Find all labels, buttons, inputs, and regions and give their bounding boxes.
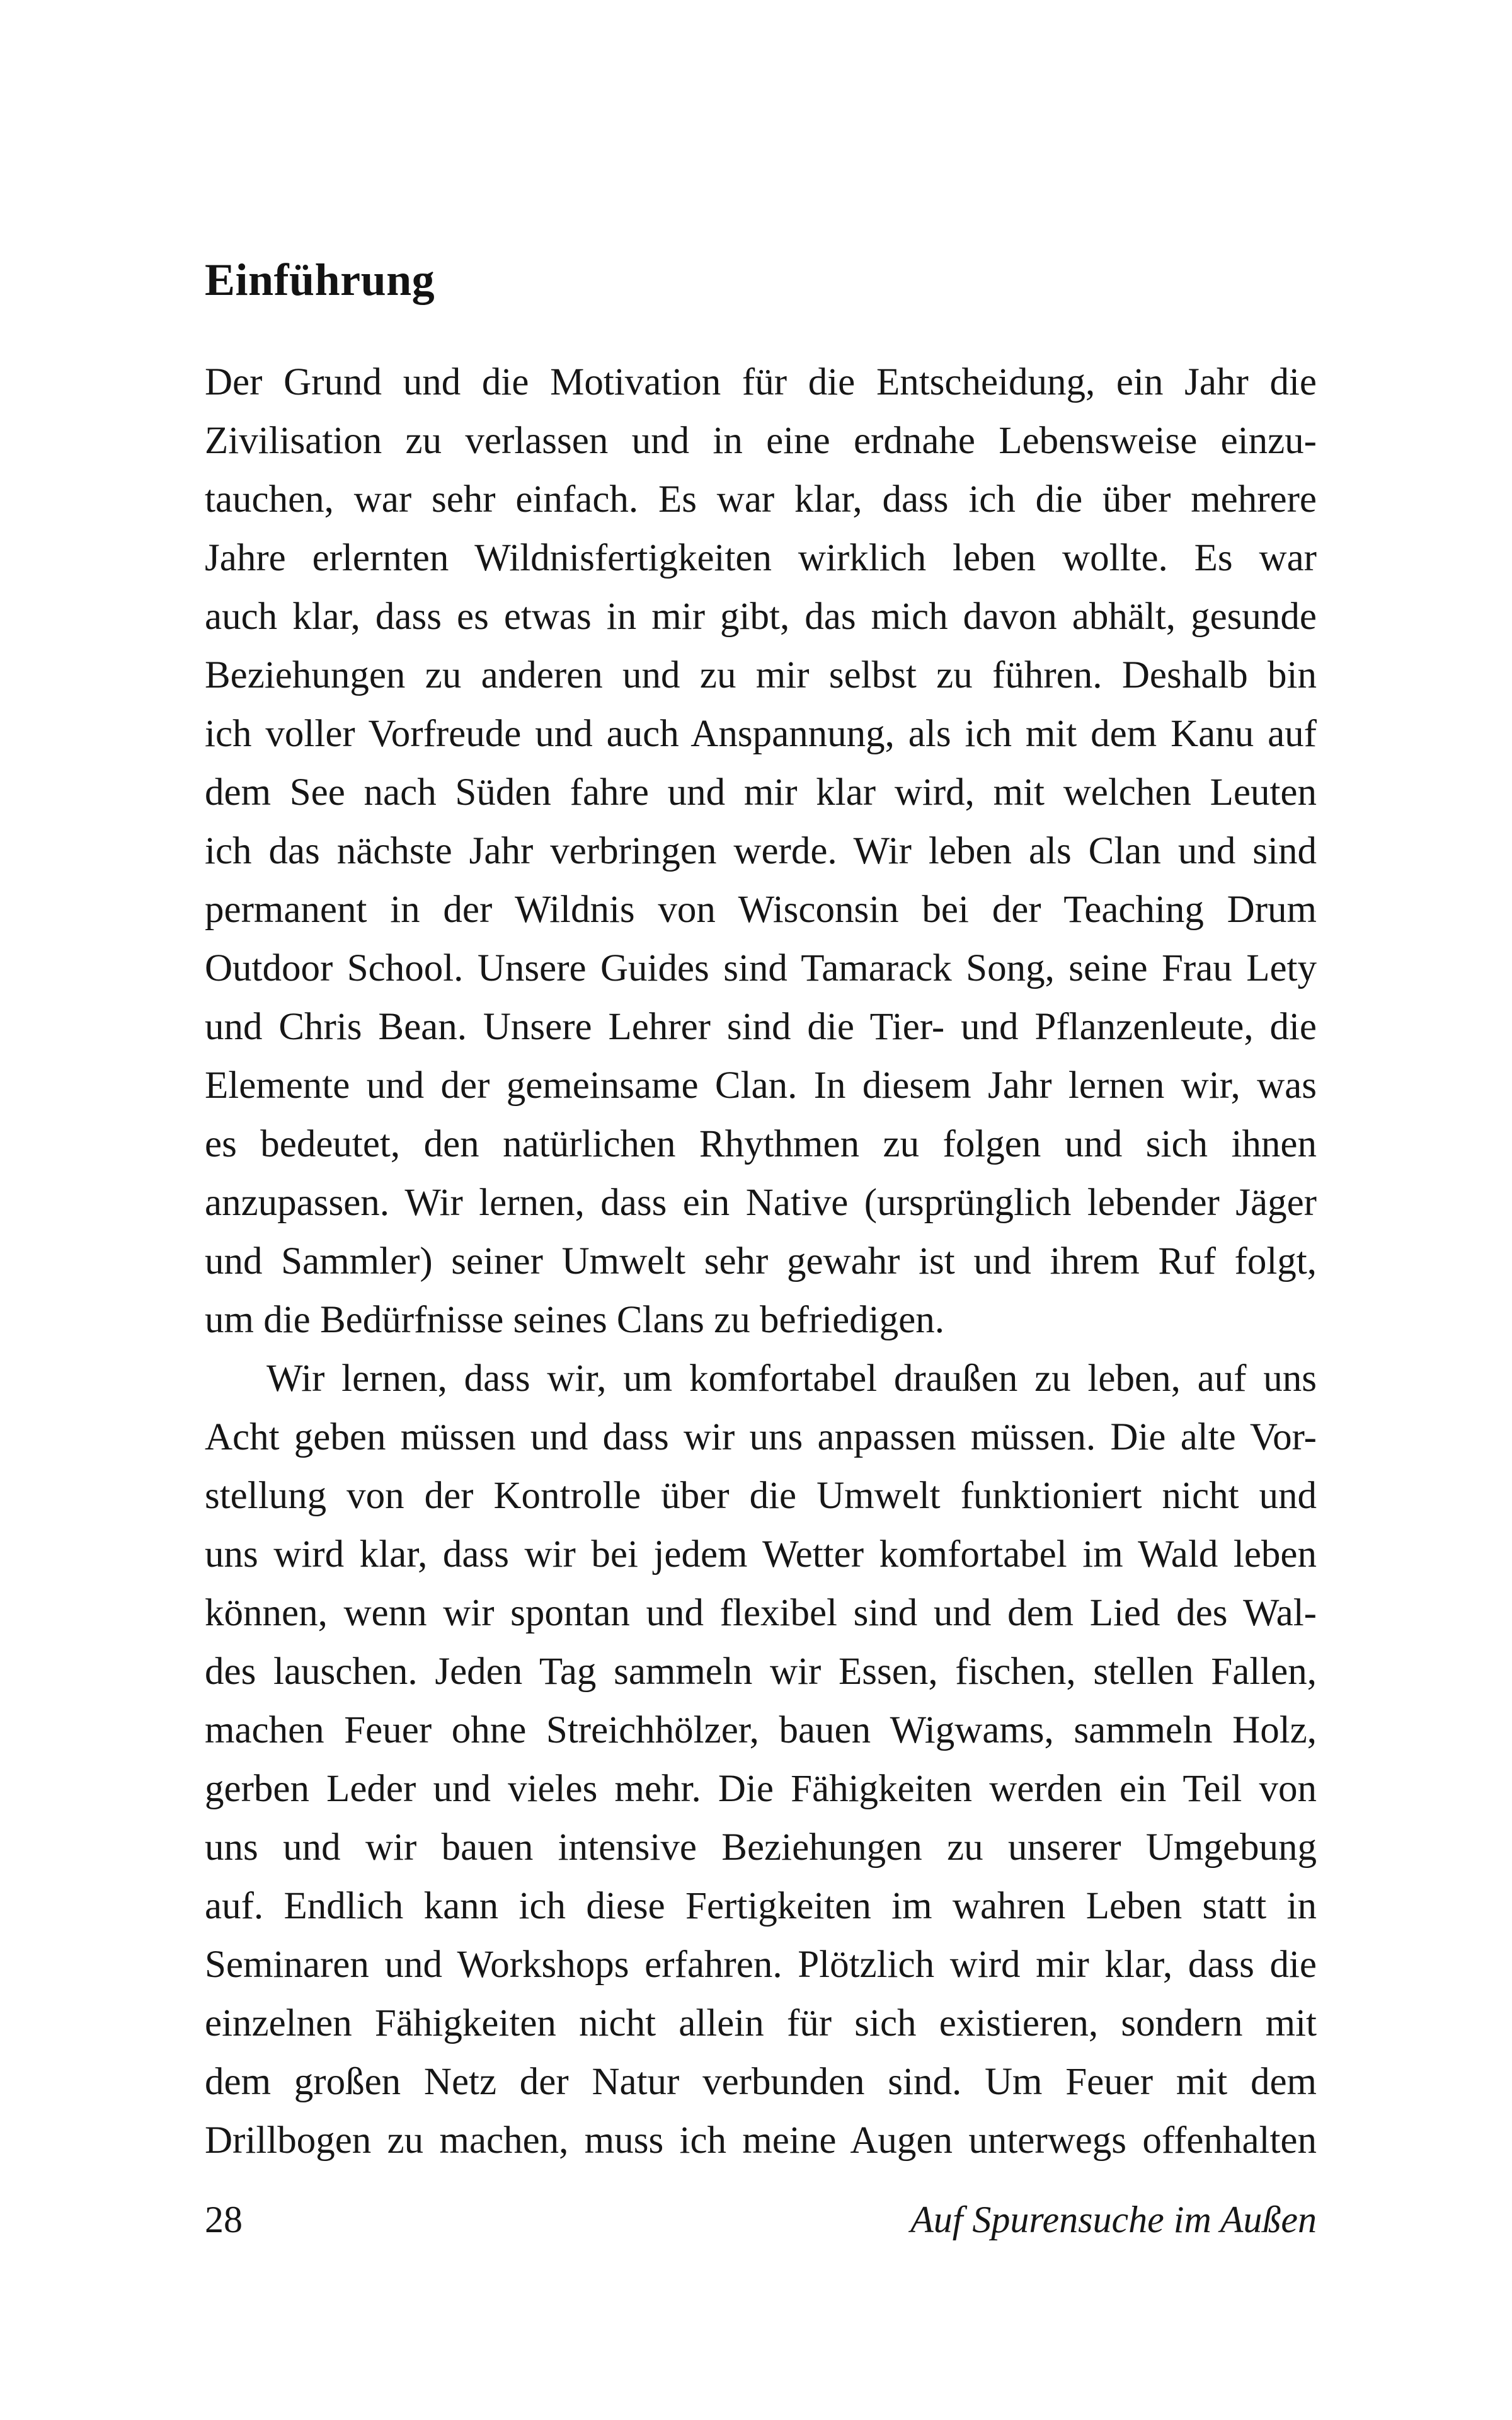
text-line: Beziehungen zu anderen und zu mir selbst zu führen. Deshalb bin: [205, 654, 1317, 696]
text-line: uns und wir bauen intensive Beziehungen zu unserer Umgebung: [205, 1826, 1317, 1869]
text-line: tauchen, war sehr einfach. Es war klar, dass ich die über mehrere: [205, 478, 1317, 521]
text-line: machen Feuer ohne Streichhölzer, bauen Wigwams, sammeln Holz,: [205, 1709, 1317, 1751]
text-line: es bedeutet, den natürlichen Rhythmen zu folgen und sich ihnen: [205, 1123, 1317, 1165]
text-line: Jahre erlernten Wildnisfertigkeiten wirklich leben wollte. Es war: [205, 537, 1317, 579]
body-text: [205, 353, 1317, 2170]
page-footer: [205, 2201, 1317, 2238]
text-line: Seminaren und Workshops erfahren. Plötzlich wird mir klar, dass die: [205, 1944, 1317, 1986]
text-line: Der Grund und die Motivation für die Entscheidung, ein Jahr die: [205, 361, 1317, 403]
text-line: auch klar, dass es etwas in mir gibt, das mich davon abhält, gesunde: [205, 596, 1317, 638]
text-line: um die Bedürfnisse seines Clans zu befriedigen.: [205, 1299, 944, 1341]
text-line: gerben Leder und vieles mehr. Die Fähigkeiten werden ein Teil von: [205, 1768, 1317, 1810]
text-line: und Chris Bean. Unsere Lehrer sind die Tier- und Pflanzenleute, die: [205, 1006, 1317, 1048]
text-line: und Sammler) seiner Umwelt sehr gewahr ist und ihrem Ruf folgt,: [205, 1240, 1317, 1282]
text-line: anzupassen. Wir lernen, dass ein Native (ursprünglich lebender Jäger: [205, 1182, 1317, 1224]
text-line: können, wenn wir spontan und flexibel sind und dem Lied des Wal-: [205, 1592, 1317, 1634]
text-line: Acht geben müssen und dass wir uns anpassen müssen. Die alte Vor-: [205, 1416, 1317, 1458]
page-number: 28: [205, 2199, 243, 2240]
text-line: permanent in der Wildnis von Wisconsin bei der Teaching Drum: [205, 889, 1317, 931]
text-line: stellung von der Kontrolle über die Umwelt funktioniert nicht und: [205, 1475, 1317, 1517]
text-line: dem großen Netz der Natur verbunden sind. Um Feuer mit dem: [205, 2061, 1317, 2103]
text-line: ich das nächste Jahr verbringen werde. Wir leben als Clan und sind: [205, 830, 1317, 872]
text-line: uns wird klar, dass wir bei jedem Wetter komfortabel im Wald leben: [205, 1533, 1317, 1576]
text-line: des lauschen. Jeden Tag sammeln wir Essen, fischen, stellen Fallen,: [205, 1651, 1317, 1693]
text-line: einzelnen Fähigkeiten nicht allein für sich existieren, sondern mit: [205, 2002, 1317, 2044]
text-line: auf. Endlich kann ich diese Fertigkeiten im wahren Leben statt in: [205, 1885, 1317, 1927]
text-line: ich voller Vorfreude und auch Anspannung, als ich mit dem Kanu auf: [205, 713, 1317, 755]
text-line: Outdoor School. Unsere Guides sind Tamarack Song, seine Frau Lety: [205, 947, 1317, 989]
running-title: Auf Spurensuche im Außen: [910, 2199, 1317, 2240]
text-line: dem See nach Süden fahre und mir klar wird, mit welchen Leuten: [205, 771, 1317, 814]
text-line: Zivilisation zu verlassen und in eine erdnahe Lebensweise einzu-: [205, 420, 1317, 462]
text-line: Elemente und der gemeinsame Clan. In diesem Jahr lernen wir, was: [205, 1064, 1317, 1107]
text-line: Wir lernen, dass wir, um komfortabel draußen zu leben, auf uns: [266, 1357, 1317, 1400]
text-line: Drillbogen zu machen, muss ich meine Augen unterwegs offenhalten: [205, 2119, 1317, 2162]
chapter-heading: Einführung: [205, 255, 435, 305]
